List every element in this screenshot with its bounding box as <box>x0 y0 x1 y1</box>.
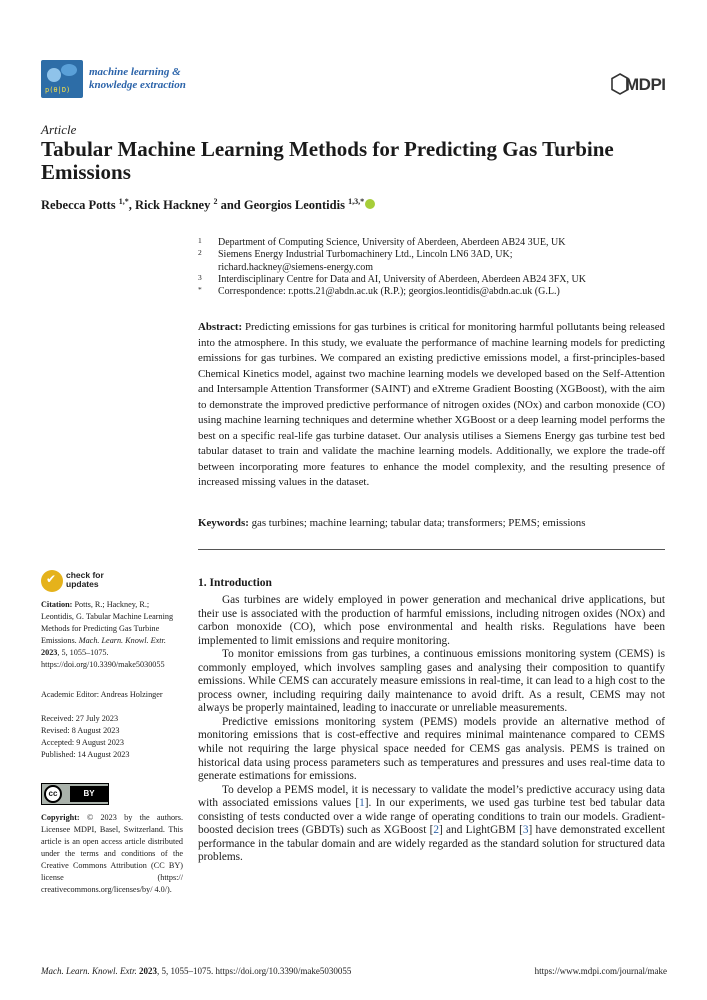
check-line1: check for <box>66 570 104 580</box>
citation-doi[interactable]: , 5, 1055–1075. https://doi.org/10.3390/make5030055 <box>41 648 165 669</box>
copyright-label: Copyright: <box>41 813 80 822</box>
affiliation-text: Siemens Energy Industrial Turbomachinery Ltd., Lincoln LN6 3AD, UK; <box>218 249 513 261</box>
author-name: Rick Hackney <box>135 198 211 213</box>
author-affil-sup: 2 <box>213 197 218 206</box>
correspondence-row <box>198 286 668 298</box>
paragraph: To monitor emissions from gas turbines, a continuous emissions monitoring system (CEMS) is commonly employed, which involves sampling gases and analysing their composition to quantify emissions. While CEMS can accurately measure emissions in real-time, it can lead to a high cost to the process owner, including requiring daily maintenance to avoid drift. As a result, CEMS may not always be properly maintained, leading to inaccurate or unreliable measurements. <box>198 648 665 715</box>
author-name: Georgios Leontidis <box>243 198 345 213</box>
dates-block <box>41 713 183 761</box>
paper-title: Tabular Machine Learning Methods for Predicting Gas Turbine Emissions <box>41 137 614 184</box>
abstract <box>198 320 665 491</box>
article-type: Article <box>41 122 77 137</box>
orcid-icon[interactable] <box>365 199 375 209</box>
affiliation-number: * <box>198 285 202 295</box>
check-line2: updates <box>66 579 99 589</box>
abstract-label: Abstract: <box>198 321 243 333</box>
keywords-text: gas turbines; machine learning; tabular data; transformers; PEMS; emissions <box>251 517 586 529</box>
check-for-updates-label <box>66 571 104 589</box>
author-separator: , <box>128 198 135 213</box>
keywords-label: Keywords: <box>198 517 249 529</box>
paragraph: Predictive emissions monitoring system (PEMS) models provide an alternative method of monitoring emissions that is cost-effective and requires minimal maintenance compared to CEMS while not requiring the large physical space needed for CEMS gas analysis. PEMS is trained on historical data using process parameters such as temperatures and pressures and uses real-time data to generate estimations for emissions. <box>198 715 665 783</box>
citation-label: Citation: <box>41 600 73 609</box>
accepted-date: Accepted: 9 August 2023 <box>41 738 124 747</box>
author-affil-sup: 1,3,* <box>348 197 365 206</box>
introduction-body <box>198 594 665 865</box>
keywords <box>198 517 665 529</box>
affiliation-text: Department of Computing Science, University of Aberdeen, Aberdeen AB24 3UE, UK <box>218 237 566 248</box>
journal-name <box>89 66 186 92</box>
citation-link[interactable]: 2 <box>433 824 440 837</box>
affiliation-row <box>198 274 668 286</box>
footer-journal-url[interactable]: https://www.mdpi.com/journal/make <box>534 966 667 976</box>
author-list <box>41 197 375 213</box>
author-affil-sup: 1,* <box>118 197 129 206</box>
affiliation-row <box>198 262 668 274</box>
citation-text: Potts, R.; Hackney, R.; Leontidis, G. Tabular Machine Learning Methods for Predicting Gas Turbine Emissions. <box>41 600 174 645</box>
affiliation-number: 1 <box>198 236 202 245</box>
copyright-text: © 2023 by the authors. Licensee MDPI, Basel, Switzerland. This article is an open access article distributed under the terms and conditions of the Creative Commons Attribution (CC BY) license (https:// creativecommons.org/licenses/by/ 4.0/). <box>41 813 184 894</box>
by-icon: BY <box>70 786 108 802</box>
copyright-block <box>41 812 183 896</box>
citation-year: 2023 <box>41 648 58 657</box>
citation-journal: Mach. Learn. Knowl. Extr. <box>78 636 166 645</box>
paragraph-text: ] and LightGBM [ <box>439 824 523 837</box>
check-for-updates-button[interactable] <box>41 568 121 596</box>
correspondence-text[interactable]: Correspondence: r.potts.21@abdn.ac.uk (R.P.); georgios.leontidis@abdn.ac.uk (G.L.) <box>218 286 560 298</box>
affiliation-email[interactable]: richard.hackney@siemens-energy.com <box>218 261 373 273</box>
affiliation-text: Interdisciplinary Centre for Data and AI, University of Aberdeen, Aberdeen AB24 3FX, UK <box>218 273 586 285</box>
revised-date: Revised: 8 August 2023 <box>41 726 120 735</box>
affiliation-number: 2 <box>198 248 202 258</box>
citation-link[interactable]: 1 <box>359 797 365 810</box>
paragraph: Gas turbines are widely employed in power generation and mechanical drive applications, but their use is associated with the production of harmful emissions, including nitrogen oxides (NOx) and carbon monoxide (CO), which pose environmental and health risks. Regulations have been implemented to limit emissions and require monitoring. <box>198 594 665 647</box>
published-date: Published: 14 August 2023 <box>41 750 130 759</box>
cc-icon: cc <box>44 785 62 803</box>
affiliation-row <box>198 249 668 261</box>
academic-editor: Academic Editor: Andreas Holzinger <box>41 690 163 699</box>
citation-block <box>41 599 183 671</box>
footer-journal: Mach. Learn. Knowl. Extr. <box>41 966 137 976</box>
journal-name-line2: knowledge extraction <box>89 79 186 91</box>
paragraph-text: ]. In our experiments, we used gas turbine test bed tabular data consisting of tests conducted over a wide range of operating conditions to train our models. Gradient-boosted decision trees (GBDTs) such as XGBoost [ <box>198 797 665 837</box>
section-divider <box>198 549 665 550</box>
abstract-text: Predicting emissions for gas turbines is critical for monitoring harmful pollutants being released into the atmosphere. In this study, we evaluate the performance of machine learning models for predicting emissions for gas turbines. We compared an existing predictive emissions model, a first-principles-based Chemical Kinetics model, against two machine learning models we developed based on the Self-Attention and Intersample Attention Transformer (SAINT) and eXtreme Gradient Boosting (XGBoost), with the aim to demonstrate the improved predictive performance of nitrogen oxides (NOx) and carbon monoxide (CO) using machine learning techniques and determine whether XGBoost or a deep learning model performs the best on a specific real-life gas turbine dataset. Our analysis utilises a Siemens Energy gas turbine test bed tabular dataset to train and validate the machine learning models. Additionally, we explore the trade-off between incorporating more features to enhance the model complexity, and the resulting presence of increased missing values in the dataset. <box>198 321 665 488</box>
section-heading: 1. Introduction <box>198 577 272 589</box>
author-name: Rebecca Potts <box>41 198 116 213</box>
received-date: Received: 27 July 2023 <box>41 714 119 723</box>
affiliation-row <box>198 237 668 249</box>
author-separator: and <box>217 198 244 213</box>
affiliations <box>198 237 668 298</box>
cc-by-license-badge[interactable] <box>41 783 109 805</box>
mdpi-logo-text: MDPI <box>625 75 666 94</box>
journal-logo[interactable] <box>41 60 191 98</box>
journal-badge-icon: p(θ|D) <box>41 60 83 98</box>
footer-doi[interactable]: , 5, 1055–1075. https://doi.org/10.3390/make5030055 <box>157 966 352 976</box>
citation-link[interactable]: 3 <box>522 824 529 837</box>
journal-name-line1: machine learning & <box>89 66 181 78</box>
check-updates-icon <box>41 570 63 592</box>
footer-citation <box>41 966 351 976</box>
footer-year: 2023 <box>139 966 157 976</box>
affiliation-number: 3 <box>198 272 202 282</box>
paragraph-text: To develop a PEMS model, it is necessary to validate the model’s predictive accuracy using data with associated emissions values [ <box>198 783 665 810</box>
paragraph <box>198 784 665 865</box>
mdpi-logo[interactable] <box>611 73 667 97</box>
paragraph-text: ] have demonstrated excellent performance in the tabular domain and are widely regarded as the standard solution for structured data problems. <box>198 824 665 864</box>
